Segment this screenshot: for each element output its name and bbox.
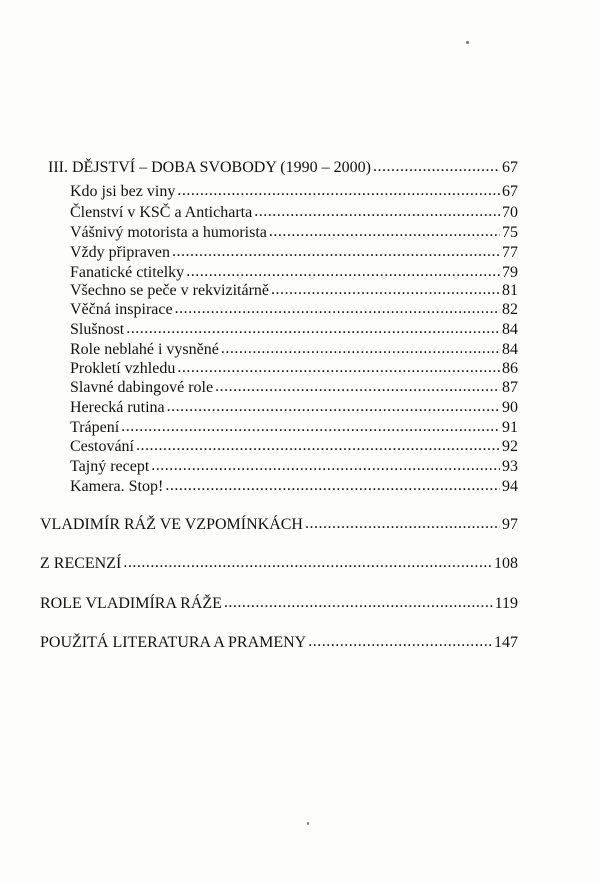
dot-leader — [172, 242, 500, 262]
toc-entry-page: 92 — [502, 438, 518, 455]
toc-entry-title: Trápení — [70, 419, 120, 436]
dot-leader — [136, 436, 500, 456]
dot-leader — [177, 358, 500, 378]
toc-sub-entry[interactable] — [70, 223, 518, 243]
toc-entry-title: Prokletí vzhledu — [70, 360, 176, 377]
toc-entry-page: 97 — [502, 516, 518, 533]
toc-entry-page: 108 — [494, 555, 518, 572]
toc-entry-page: 84 — [502, 341, 518, 358]
toc-sub-entry[interactable] — [70, 457, 518, 477]
toc-entry-page: 82 — [502, 301, 518, 318]
toc-sub-entry[interactable] — [70, 203, 518, 223]
toc-entry-title: Tajný recept — [70, 458, 150, 475]
toc-entry-title: Vášnivý motorista a humorista — [70, 224, 267, 241]
toc-sub-entry[interactable] — [70, 243, 518, 263]
toc-entry-title: III. DĚJSTVÍ – DOBA SVOBODY (1990 – 2000) — [48, 159, 371, 176]
dot-leader — [165, 476, 500, 496]
dot-leader — [254, 202, 500, 222]
toc-sub-entry[interactable] — [70, 182, 518, 202]
toc-entry-title: Role neblahé i vysněné — [70, 341, 219, 358]
toc-entry-page: 67 — [502, 183, 518, 200]
toc-entry-page: 94 — [502, 478, 518, 495]
toc-section-entry[interactable] — [40, 633, 518, 653]
toc-entry-page: 84 — [502, 321, 518, 338]
toc-entry-part3[interactable] — [48, 158, 518, 178]
dot-leader — [308, 632, 492, 652]
dot-leader — [373, 157, 500, 177]
dot-leader — [221, 339, 500, 359]
toc-entry-page: 81 — [502, 282, 518, 299]
paper-speck — [307, 822, 309, 825]
toc-entry-page: 70 — [502, 204, 518, 221]
toc-entry-title: Věčná inspirace — [70, 301, 173, 318]
dot-leader — [126, 319, 500, 339]
toc-sub-entry[interactable] — [70, 398, 518, 418]
dot-leader — [269, 222, 500, 242]
dot-leader — [186, 262, 500, 282]
toc-entry-title: Kdo jsi bez viny — [70, 183, 176, 200]
toc-entry-title: Vždy připraven — [70, 244, 170, 261]
dot-leader — [215, 377, 500, 397]
toc-sub-entry[interactable] — [70, 281, 518, 301]
dot-leader — [123, 553, 492, 573]
toc-sub-entry[interactable] — [70, 300, 518, 320]
toc-entry-title: POUŽITÁ LITERATURA A PRAMENY — [40, 634, 307, 651]
toc-sub-entry[interactable] — [70, 437, 518, 457]
toc-entry-title: ROLE VLADIMÍRA RÁŽE — [40, 595, 222, 612]
toc-section-entry[interactable] — [40, 594, 518, 614]
dot-leader — [151, 456, 500, 476]
toc-entry-title: Fanatické ctitelky — [70, 264, 185, 281]
toc-entry-title: Herecká rutina — [70, 399, 165, 416]
toc-entry-title: Slavné dabingové role — [70, 379, 214, 396]
toc-entry-page: 90 — [502, 399, 518, 416]
toc-entry-page: 86 — [502, 360, 518, 377]
toc-section-entry[interactable] — [40, 515, 518, 535]
toc-sub-entry[interactable] — [70, 378, 518, 398]
toc-sub-entry[interactable] — [70, 359, 518, 379]
toc-entry-title: Kamera. Stop! — [70, 478, 164, 495]
toc-sub-entry[interactable] — [70, 418, 518, 438]
toc-entry-title: Slušnost — [70, 321, 125, 338]
toc-section-entry[interactable] — [40, 554, 518, 574]
toc-entry-page: 93 — [502, 458, 518, 475]
toc-entry-title: Všechno se peče v rekvizitárně — [70, 282, 270, 299]
dot-leader — [305, 514, 500, 534]
toc-entry-page: 77 — [502, 244, 518, 261]
toc-sub-entry[interactable] — [70, 340, 518, 360]
toc-sub-entry[interactable] — [70, 477, 518, 497]
toc-entry-title: VLADIMÍR RÁŽ VE VZPOMÍNKÁCH — [40, 516, 303, 533]
toc-entry-title: Cestování — [70, 438, 134, 455]
toc-entry-page: 75 — [502, 224, 518, 241]
toc-entry-title: Z RECENZÍ — [40, 555, 122, 572]
dot-leader — [175, 299, 500, 319]
toc-entry-page: 67 — [502, 159, 518, 176]
toc-sub-entry[interactable] — [70, 320, 518, 340]
dot-leader — [177, 181, 500, 201]
toc-entry-page: 147 — [494, 634, 518, 651]
toc-entry-page: 87 — [502, 379, 518, 396]
dot-leader — [271, 280, 500, 300]
toc-entry-page: 91 — [502, 419, 518, 436]
toc-entry-title: Členství v KSČ a Anticharta — [70, 204, 253, 221]
dot-leader — [224, 593, 493, 613]
dot-leader — [167, 397, 500, 417]
paper-speck — [466, 41, 469, 44]
dot-leader — [121, 417, 500, 437]
toc-entry-page: 119 — [494, 595, 518, 612]
toc-entry-page: 79 — [502, 264, 518, 281]
